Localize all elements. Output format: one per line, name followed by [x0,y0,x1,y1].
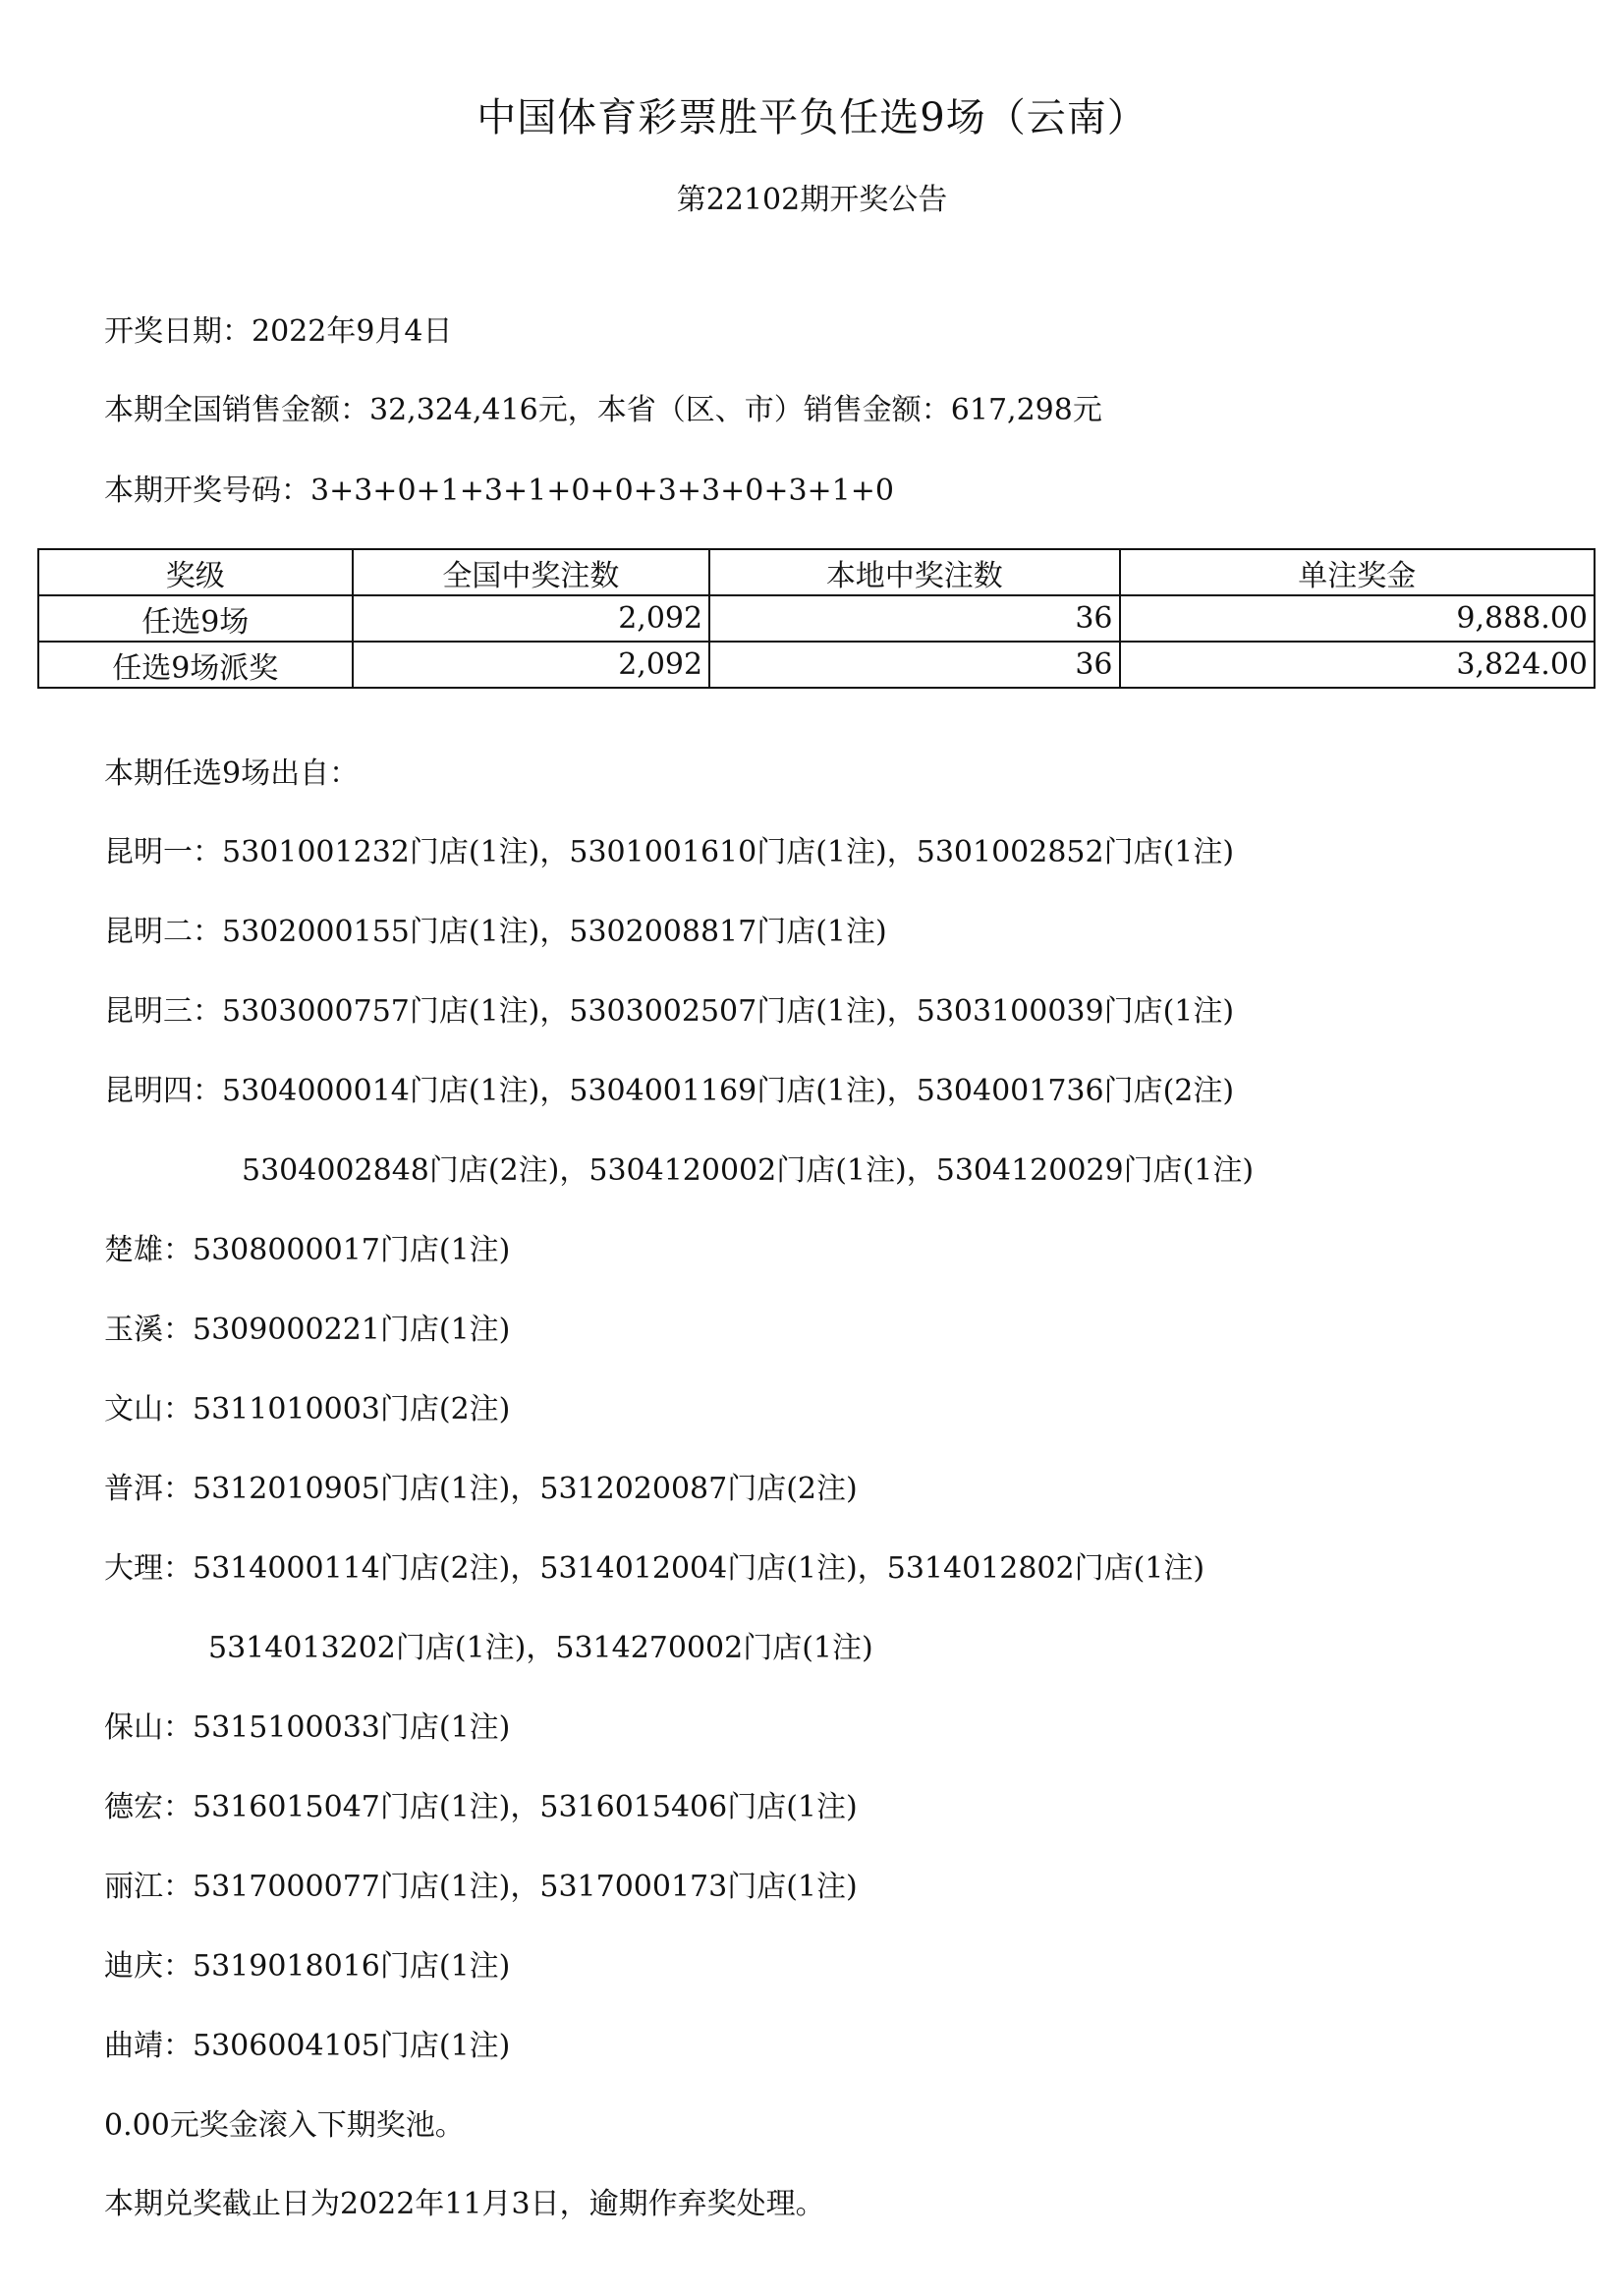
header-national-winners: 全国中奖注数 [353,549,710,595]
sales-amount: 本期全国销售金额：32,324,416元，本省（区、市）销售金额：617,298元 [104,393,1102,427]
list-item [104,1543,1254,1623]
city-label: 玉溪： [104,1313,193,1347]
page-subtitle: 第22102期开奖公告 [676,183,948,217]
table-row [38,642,1595,688]
cell-local-winners: 36 [709,595,1119,642]
store-entries: 5304000014门店(1注)，5304001169门店(1注)，5304001736门店(2注) [222,1074,1235,1108]
store-list [104,827,1254,2100]
city-label: 昆明三： [104,994,222,1029]
header-local-winners: 本地中奖注数 [709,549,1119,595]
store-entries: 5308000017门店(1注) [193,1233,511,1267]
city-label: 文山： [104,1392,193,1427]
city-label: 昆明四： [104,1074,222,1108]
list-item [104,1066,1254,1146]
page-title: 中国体育彩票胜平负任选9场（云南） [476,95,1148,140]
cell-prize-amount: 3,824.00 [1120,642,1595,688]
table-header-row [38,549,1595,595]
store-entries: 5302000155门店(1注)，5302008817门店(1注) [222,915,887,949]
list-item [104,1464,1254,1543]
city-label: 昆明一： [104,835,222,869]
claim-deadline: 本期兑奖截止日为2022年11月3日，逾期作弃奖处理。 [104,2187,825,2221]
winning-numbers: 本期开奖号码：3+3+0+1+3+1+0+0+3+3+0+3+1+0 [104,474,894,508]
city-label: 迪庆： [104,1949,193,1984]
store-entries: 5309000221门店(1注) [193,1313,511,1347]
store-entries: 5314000114门店(2注)，5314012004门店(1注)，5314012802门店(1注) [193,1551,1205,1586]
city-label: 普洱： [104,1472,193,1506]
city-label: 昆明二： [104,915,222,949]
list-item [104,827,1254,907]
list-item [104,986,1254,1066]
list-item [104,1305,1254,1384]
list-item [104,1384,1254,1464]
store-entries: 5319018016门店(1注) [193,1949,511,1984]
stores-intro: 本期任选9场出自： [104,756,360,791]
cell-national-winners: 2,092 [353,595,710,642]
list-item [104,1146,1254,1225]
prize-table [37,548,1596,689]
city-label: 楚雄： [104,1233,193,1267]
cell-prize-amount: 9,888.00 [1120,595,1595,642]
store-entries: 5317000077门店(1注)，5317000173门店(1注) [193,1870,858,1904]
store-entries: 5304002848门店(2注)，5304120002门店(1注)，5304120029门店(1注) [242,1153,1255,1188]
city-label: 大理： [104,1551,193,1586]
store-entries: 5303000757门店(1注)，5303002507门店(1注)，5303100039门店(1注) [222,994,1235,1029]
list-item [104,1703,1254,1782]
cell-local-winners: 36 [709,642,1119,688]
cell-national-winners: 2,092 [353,642,710,688]
store-entries: 5311010003门店(2注) [193,1392,511,1427]
list-item [104,1862,1254,1941]
header-prize-level: 奖级 [38,549,353,595]
store-entries: 5314013202门店(1注)，5314270002门店(1注) [208,1631,873,1665]
draw-date: 开奖日期：2022年9月4日 [104,314,453,349]
store-entries: 5315100033门店(1注) [193,1710,511,1745]
city-label: 保山： [104,1710,193,1745]
rollover-note: 0.00元奖金滚入下期奖池。 [104,2108,465,2143]
header-prize-amount: 单注奖金 [1120,549,1595,595]
list-item [104,1941,1254,2021]
table-row [38,595,1595,642]
list-item [104,1623,1254,1703]
list-item [104,2021,1254,2100]
city-label: 丽江： [104,1870,193,1904]
list-item [104,1782,1254,1862]
store-entries: 5301001232门店(1注)，5301001610门店(1注)，5301002852门店(1注) [222,835,1235,869]
cell-prize-level: 任选9场派奖 [38,642,353,688]
store-entries: 5306004105门店(1注) [193,2029,511,2063]
cell-prize-level: 任选9场 [38,595,353,642]
city-label: 德宏： [104,1790,193,1824]
city-label: 曲靖： [104,2029,193,2063]
list-item [104,1225,1254,1305]
list-item [104,907,1254,986]
store-entries: 5312010905门店(1注)，5312020087门店(2注) [193,1472,858,1506]
store-entries: 5316015047门店(1注)，5316015406门店(1注) [193,1790,858,1824]
